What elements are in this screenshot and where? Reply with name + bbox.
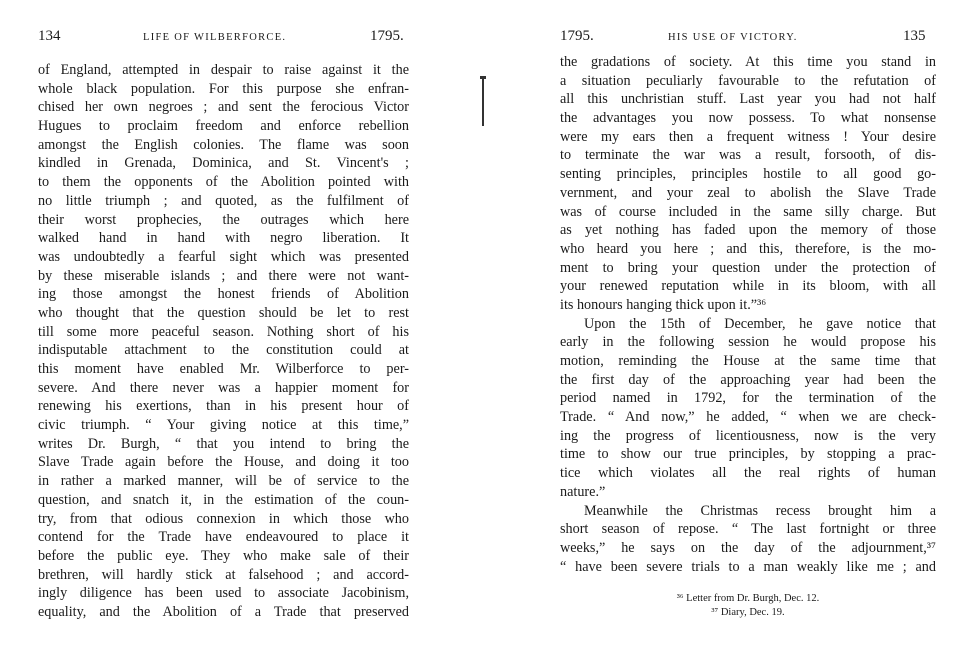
text-line: “ have been severe trials to a man weakly like me ; and bbox=[560, 558, 936, 575]
text-line: Meanwhile the Christmas recess brought him a bbox=[584, 502, 936, 519]
text-line: ment to bring your question under the protection of bbox=[560, 259, 936, 276]
text-line: was undoubtedly a fearful sight which was presented bbox=[38, 248, 409, 265]
text-line: Trade. “ And now,” he added, “ when we are check- bbox=[560, 409, 936, 426]
text-line: chised her own negroes ; and sent the ferocious Victor bbox=[38, 99, 409, 116]
text-line: its honours hanging thick upon it.”³⁶ bbox=[560, 296, 767, 313]
text-line: period named in 1792, for the termination of the bbox=[560, 390, 936, 407]
footnote-36: ³⁶ Letter from Dr. Burgh, Dec. 12. bbox=[676, 593, 820, 604]
text-line: a situation peculiarly favourable to the refutation of bbox=[560, 72, 936, 89]
text-line: by these miserable islands ; and there were not want- bbox=[38, 267, 409, 284]
text-line: severe. And there never was a happier moment for bbox=[38, 379, 409, 396]
text-line: as yet nothing has faded upon the memory of those bbox=[560, 222, 936, 239]
text-line: early in the following session he would propose his bbox=[560, 334, 936, 351]
text-line: nature.” bbox=[560, 483, 606, 500]
text-line: contend for the Trade have endeavoured to place it bbox=[38, 529, 409, 546]
text-line: ingly diligence has been used to associate Jacobinism, bbox=[38, 585, 409, 602]
text-line: who heard you here ; and this, therefore, is the mo- bbox=[560, 240, 936, 257]
text-line: your renewed reputation while in its bloom, with all bbox=[560, 278, 936, 295]
left-page-number: 134 bbox=[38, 28, 61, 44]
text-line: short season of repose. “ The last fortnight or three bbox=[560, 521, 936, 538]
left-year: 1795. bbox=[370, 28, 404, 44]
right-running-head bbox=[490, 28, 980, 48]
text-line: indisputable attachment to the constitution could at bbox=[38, 342, 409, 359]
text-line: Slave Trade again before the House, and doing it too bbox=[38, 454, 409, 471]
text-line: amongst the English colonies. The flame was soon bbox=[38, 136, 409, 153]
left-page bbox=[0, 0, 470, 659]
right-running-title: HIS USE OF VICTORY. bbox=[668, 32, 798, 43]
left-running-head bbox=[0, 28, 470, 48]
text-line: try, from that odious connexion in which those who bbox=[38, 510, 409, 527]
text-line: of England, attempted in despair to raise against it the bbox=[38, 62, 409, 78]
left-body-text bbox=[38, 61, 409, 622]
text-line: the gradations of society. At this time you stand in bbox=[560, 54, 936, 70]
text-line: this moment have enabled Mr. Wilberforce to per- bbox=[38, 361, 409, 377]
right-body-text bbox=[560, 53, 936, 576]
text-line: tice which violates all the real rights of human bbox=[560, 465, 936, 482]
text-line: renewing his exertions, than in his present hour of bbox=[38, 398, 409, 415]
text-line: kindled in Grenada, Dominica, and St. Vincent's ; bbox=[38, 155, 409, 172]
left-running-title: LIFE OF WILBERFORCE. bbox=[143, 32, 287, 43]
text-line: weeks,” he says on the day of the adjournment,³⁷ bbox=[560, 539, 936, 556]
text-line: time to show our true principles, by stopping a prac- bbox=[560, 446, 936, 463]
text-line: motion, reminding the House at the same time that bbox=[560, 353, 936, 369]
footnotes bbox=[560, 592, 936, 620]
text-line: till some more peaceful season. Nothing short of his bbox=[38, 323, 409, 340]
footnote-37: ³⁷ Diary, Dec. 19. bbox=[711, 607, 785, 618]
text-line: to them the opponents of the Abolition pointed with bbox=[38, 174, 409, 191]
text-line: walked hand in hand with negro liberation. It bbox=[38, 230, 409, 247]
text-line: no little triumph ; and quoted, as the fulfilment of bbox=[38, 192, 409, 209]
text-line: whole black population. For this purpose she enfran- bbox=[38, 80, 409, 97]
right-page-number: 135 bbox=[903, 28, 926, 44]
text-line: writes Dr. Burgh, “ that you intend to bring the bbox=[38, 435, 409, 452]
text-line: Hugues to proclaim freedom and enforce rebellion bbox=[38, 118, 409, 135]
right-page bbox=[490, 0, 980, 659]
text-line: were my ears then a frequent witness ! Your desire bbox=[560, 128, 936, 145]
text-line: equality, and the Abolition of a Trade that preserved bbox=[38, 603, 409, 620]
text-line: was of course included in the same silly charge. But bbox=[560, 203, 936, 220]
text-line: question, and snatch it, in the estimation of the coun- bbox=[38, 491, 409, 508]
text-line: in rather a marked manner, will be of service to the bbox=[38, 473, 409, 490]
text-line: the first day of the approaching year had been the bbox=[560, 371, 936, 388]
text-line: vernment, and your zeal to abolish the Slave Trade bbox=[560, 184, 936, 201]
text-line: ing those amongst the honest friends of Abolition bbox=[38, 286, 409, 303]
text-line: senting principles, principles hostile to all good go- bbox=[560, 166, 936, 183]
text-line: to terminate the war was a result, forsooth, of dis- bbox=[560, 147, 936, 164]
text-line: Upon the 15th of December, he gave notice that bbox=[584, 315, 936, 332]
text-line: all this unchristian stuff. Last year you had not half bbox=[560, 91, 936, 108]
text-line: before the public eye. They who make sale of their bbox=[38, 547, 409, 564]
text-line: their worst prophecies, the outrages which here bbox=[38, 211, 409, 228]
text-line: ing the progress of licentiousness, now is the very bbox=[560, 427, 936, 444]
text-line: who thought that the question should be let to rest bbox=[38, 304, 409, 321]
text-line: brethren, will hardly stick at falsehood ; and accord- bbox=[38, 566, 409, 583]
text-line: the advantages you now possess. To what nonsense bbox=[560, 110, 936, 127]
right-year: 1795. bbox=[560, 28, 594, 44]
gutter-mark bbox=[482, 78, 484, 126]
text-line: civic triumph. “ Your giving notice at this time,” bbox=[38, 417, 409, 434]
